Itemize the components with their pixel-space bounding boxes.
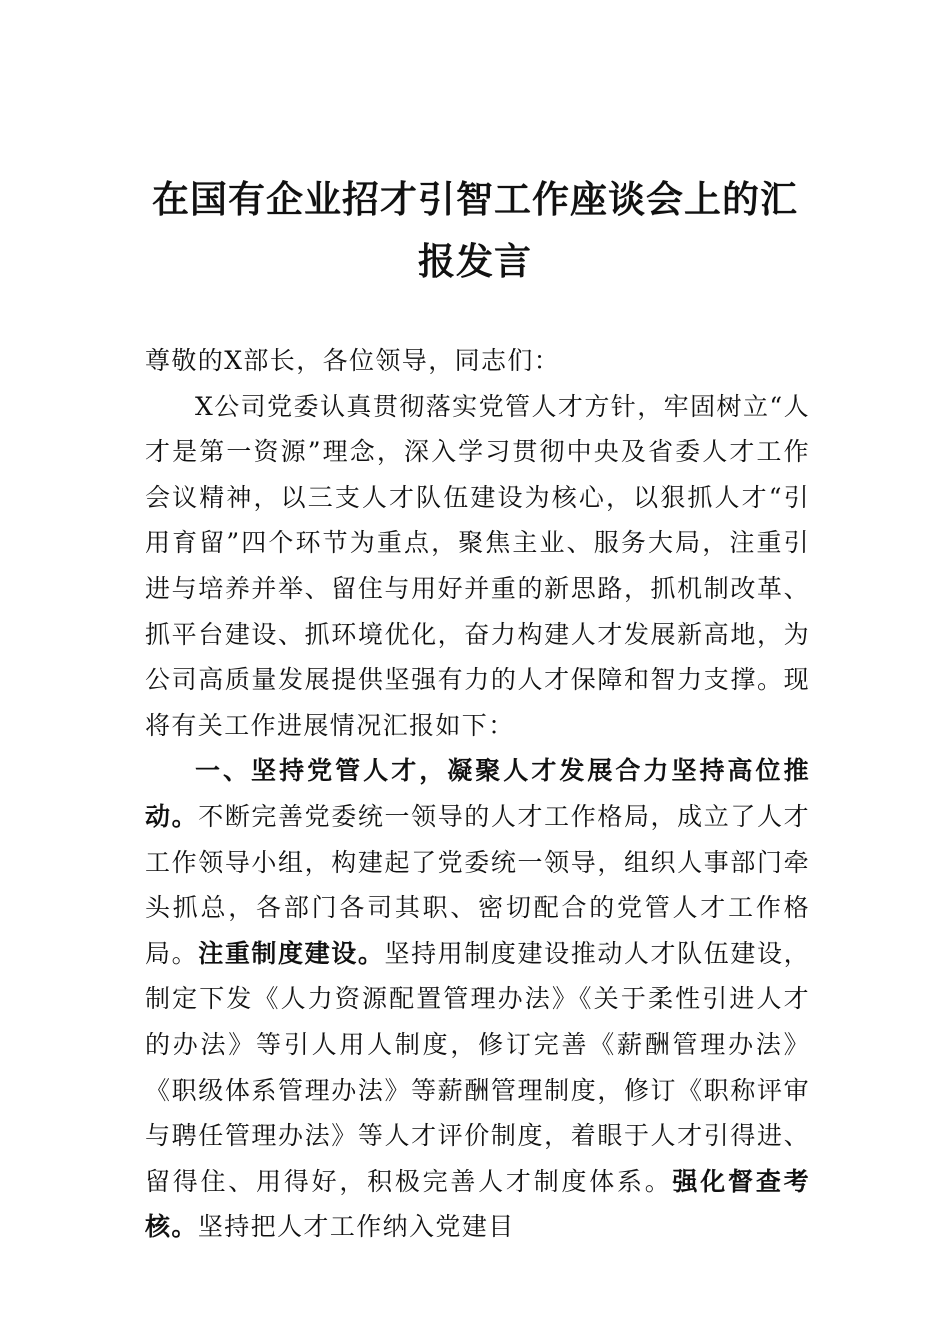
point-3-text: 坚持把人才工作纳入党建目 [197,1212,515,1242]
section-1-heading: 一、坚持党管人才，凝聚人才发展合力 [195,756,672,786]
point-3-heading: 强化督查考核。 [145,1166,810,1242]
salutation: 尊敬的X部长，各位领导，同志们： [145,346,561,375]
document-body [145,338,810,1250]
document-title: 在国有企业招才引智工作座谈会上的汇报发言 [152,177,798,283]
intro-paragraph: X公司党委认真贯彻落实党管人才方针，牢固树立“人才是第一资源”理念，深入学习贯彻中央及省委人才工作会议精神，以三支人才队伍建设为核心，以狠抓人才“引用育留”四个环节为重点，聚焦主业、服务大局，注重引进与培养并举、留住与用好并重的新思路，抓机制改革、抓平台建设、抓环境优化，奋力构建人才发展新高地，为公司高质量发展提供坚强有力的人才保障和智力支撑。现将有关工作进展情况汇报如下： [145,391,810,740]
point-1-heading: 坚持高位推动。 [145,756,810,831]
point-2-text: 坚持用制度建设推动人才队伍建设，制定下发《人力资源配置管理办法》《关于柔性引进人才的办法》等引人用人制度，修订完善《薪酬管理办法》《职级体系管理办法》等薪酬管理制度，修订《职称评审与聘任管理办法》等人才评价制度，着眼于人才引得进、留得住、用得好，积极完善人才制度体系。 [145,938,810,1196]
section-1-paragraph [145,748,810,1250]
point-1-text: 不断完善党委统一领导的人才工作格局，成立了人才工作领导小组，构建起了党委统一领导，组织人事部门牵头抓总，各部门各司其职、密切配合的党管人才工作格局。 [145,801,810,968]
point-2-heading: 注重制度建设。 [198,938,385,968]
